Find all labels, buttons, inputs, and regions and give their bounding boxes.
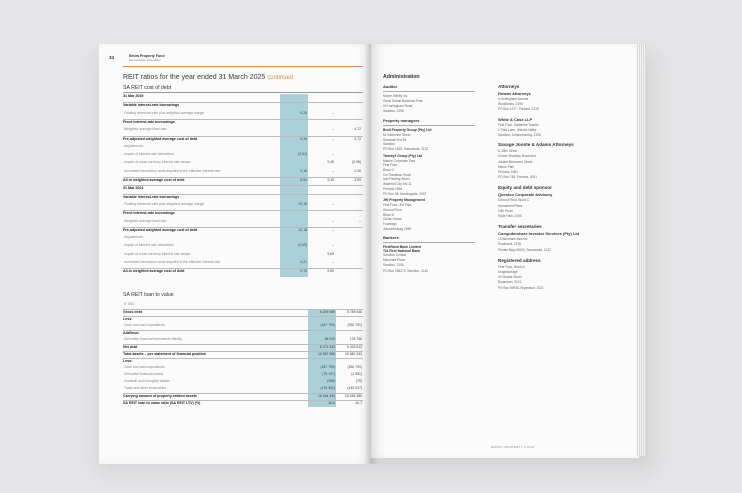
cost-of-debt-cell: 0,26 (354, 168, 361, 173)
ltv-row-label: SA REIT loan to value ratio (SA REIT LTV) (%) (123, 401, 201, 405)
savage-jooste-name: Savage Jooste & Adams Attorneys (498, 142, 574, 148)
bank-name-line: T/A First National Bank (383, 248, 421, 253)
cost-of-debt-row (123, 169, 363, 173)
attorney-address-line: First Floor, Katherine Towers (498, 122, 539, 127)
cost-of-debt-row-label: Impact of interest rate derivatives (124, 152, 174, 157)
property-manager-address-line: Pretoria 2066 (383, 186, 403, 191)
contacts-column (498, 84, 633, 291)
administration-column (383, 74, 493, 274)
ltv-row-label: Cash and cash equivalents (124, 323, 165, 327)
ltv-row (123, 365, 363, 369)
ltv-row-label: Total assets – per statement of financial position (123, 352, 207, 356)
cost-of-debt-row (123, 111, 363, 115)
equity-sponsor-name: Questco Corporate Advisory (498, 192, 553, 198)
ltv-cell: (487 799) (320, 323, 335, 327)
transfer-secretaries-address (498, 237, 633, 253)
property-managers-heading: Property managers (383, 118, 420, 124)
cost-of-debt-row-label: 31 Mar 2024 (123, 186, 144, 191)
cost-of-debt-cell: – (332, 152, 334, 157)
cost-of-debt-row-label: Variable interest-rate borrowings (123, 103, 180, 108)
ltv-row (123, 372, 363, 376)
cost-of-debt-row-label: Weighted average fixed rate (124, 218, 167, 223)
savage-jooste-address-line: Justice Mohamed Street (498, 159, 533, 164)
cost-of-debt-row (123, 268, 363, 272)
ltv-heading-text: SA REIT loan to value (123, 292, 174, 298)
cost-of-debt-row (123, 235, 363, 239)
cost-of-debt-cell: 9,45 (327, 160, 334, 165)
cost-of-debt-row-label: Floating reference rate plus weighted average margin (124, 110, 205, 115)
cost-of-debt-cell: 10,18 (298, 227, 307, 232)
property-managers-list (383, 128, 493, 232)
ltv-cell: (79) (355, 379, 362, 383)
cost-of-debt-row (123, 219, 363, 223)
cost-of-debt-cell: 9,26 (300, 110, 307, 115)
ltv-row-label: Less: (123, 317, 133, 321)
ltv-row (123, 302, 363, 306)
property-manager-address-line: PO Box 98, Morningside, 2057 (383, 191, 427, 196)
savage-jooste-address (498, 149, 633, 180)
registered-address-line: PO Box 69946, Bryanston, 2021 (498, 285, 544, 290)
cost-of-debt-cell: – (359, 218, 361, 223)
cost-of-debt-row-label: Adjustments: (124, 143, 144, 148)
property-manager-address-line: Cnr Sandown Road (383, 172, 411, 177)
cost-of-debt-row-label: Adjustments: (124, 235, 144, 240)
cost-of-debt-cell: 0,18 (300, 168, 307, 173)
cost-of-debt-row (123, 252, 363, 256)
property-manager-address-line: Waterfall City Ext 11 (383, 182, 412, 187)
ltv-cell: 15 680 333 (345, 352, 362, 356)
ltv-row-label: Gross debt (123, 310, 142, 314)
cost-of-debt-row (123, 127, 363, 131)
property-manager-address-line: Cedar House (383, 217, 402, 222)
attorneys-list (498, 91, 633, 138)
savage-jooste-address-line: PO Box 745, Pretoria, 0001 (498, 175, 537, 180)
cost-of-debt-cell: – (332, 127, 334, 132)
cost-of-debt-row-label: Weighted average fixed rate (124, 127, 167, 132)
ltv-cell: (129 351) (320, 386, 335, 390)
cost-of-debt-cell: 10,18 (298, 201, 307, 206)
administration-heading: Administration (383, 74, 420, 80)
cost-of-debt-cell: 4,72 (354, 136, 361, 141)
page-stack-edge (636, 44, 646, 456)
savage-jooste-address-line: Corner Brooklyn Road and (498, 154, 536, 159)
cost-of-debt-cell: 9,45 (327, 178, 334, 182)
attorney-address-line: Woodlands, 2196 (498, 102, 523, 107)
equity-sponsor-address-line: Hyde Park, 2196 (498, 214, 522, 219)
cost-of-debt-row (123, 202, 363, 206)
cost-of-debt-heading (123, 85, 363, 93)
cost-of-debt-row (123, 243, 363, 247)
attorneys-heading: Attorneys (498, 84, 520, 89)
ltv-cell: 5 785 646 (346, 310, 362, 314)
property-manager-address-line: First Floor (383, 163, 398, 168)
transfer-secretaries-address-line: Private Bag X9000, Saxonwold, 2132 (498, 247, 551, 252)
bank-address-line: Sandton Central (383, 252, 407, 257)
ltv-cell: (1 981) (351, 372, 362, 376)
cost-of-debt-row-label: Pre-adjusted weighted average cost of debt (123, 227, 198, 232)
cost-of-debt-cell: 0,21 (300, 260, 307, 264)
ltv-row-label: Net debt (123, 345, 138, 349)
registered-address-line: Knightsbridge (498, 270, 518, 275)
ltv-row (123, 309, 363, 313)
property-manager-address-line: Sandown Ext 54 (383, 137, 407, 142)
ltv-cell: (286) (327, 379, 335, 383)
savage-jooste-address-line: Pretoria, 0081 (498, 170, 519, 175)
ltv-row (123, 323, 363, 327)
ltv-row (123, 337, 363, 341)
registered-address-line: 33 Sloane Street (498, 275, 522, 280)
ltv-cell: (530 791) (347, 365, 362, 369)
bank-address-line: PO Box 786273, Sandton, 2146 (383, 268, 429, 273)
cost-of-debt-row-label: Amortised transaction costs imputed in the effective interest rate (124, 260, 221, 264)
cost-of-debt-cell: (0,96) (352, 160, 361, 165)
ltv-cell: 36,8 (328, 401, 335, 405)
ltv-row (123, 330, 363, 334)
ltv-row-label: Goodwill and intangible assets (124, 379, 170, 383)
running-header-subtitle: Fund portfolio information (129, 58, 161, 62)
attorney-address-line: 4 Hurlingham Avenue (498, 97, 529, 101)
ltv-cell: 178 758 (349, 337, 362, 341)
cost-of-debt-cell: (0,69) (298, 243, 307, 248)
property-manager-address-line: Ground Floor (383, 207, 402, 212)
cost-of-debt-row (123, 194, 363, 198)
property-manager-address-line: Marine Corporate Park (383, 158, 416, 163)
transfer-secretaries-address-line: Rosebank, 2196 (498, 242, 522, 247)
auditor-address-line: Moore Infinity Inc. (383, 93, 409, 98)
ltv-row (123, 393, 363, 397)
equity-sponsor-address-line: Investment Place (498, 203, 523, 208)
cost-of-debt-row-label: Impact of cross currency interest rate swaps (124, 251, 191, 256)
property-manager-address-line: and Fielding Street (383, 177, 410, 182)
equity-sponsor-address (498, 198, 633, 219)
header-rule (123, 66, 363, 67)
cost-of-debt-row-label: Pre-adjusted weighted average cost of debt (123, 136, 198, 141)
auditor-address-line: Sandton, 2196 (383, 109, 404, 114)
cost-of-debt-row (123, 136, 363, 140)
ltv-row (123, 400, 363, 404)
attorney-name: White & Case LLP (498, 116, 533, 122)
page-footer: EMIRA PROPERTY FUND (491, 445, 535, 449)
ltv-cell: 16 264 453 (318, 394, 335, 398)
cost-of-debt-row-label: Fixed interest-rate borrowings (123, 119, 175, 124)
bankers-heading: Bankers (383, 235, 399, 241)
property-manager-address-line: Fourways (383, 222, 397, 227)
cost-of-debt-cell: – (332, 110, 334, 115)
left-page (99, 44, 371, 464)
cost-of-debt-cell: – (332, 136, 334, 141)
cost-of-debt-cell: 3,99 (354, 178, 361, 182)
property-manager-name: Broll Property Group (Pty) Ltd (383, 127, 432, 132)
cost-of-debt-row (123, 94, 363, 98)
property-manager-address-line: Johannesburg 2055 (383, 226, 412, 231)
bankers-address (383, 245, 493, 274)
cost-of-debt-row (123, 152, 363, 156)
ltv-row (123, 379, 363, 383)
attorney-address-line: Sandton, Johannesburg, 2196 (498, 133, 541, 138)
property-manager-address-line: Sandton (383, 142, 395, 147)
auditor-heading: Auditor (383, 84, 398, 89)
cost-of-debt-row-label: Fixed interest-rate borrowings (123, 211, 175, 216)
auditor-address-line: Great Ocean Business Park (383, 98, 423, 103)
savage-jooste-address-line: 5, 38th Street (498, 149, 518, 154)
ltv-row (123, 386, 363, 390)
ltv-heading (123, 292, 363, 298)
equity-sponsor-address-line: 10th Road (498, 208, 513, 213)
ltv-cell: (487 799) (320, 365, 335, 369)
registered-address-line: Bryanston, 2191 (498, 280, 522, 285)
cost-of-debt-row-label: All-in weighted average cost of debt (123, 178, 185, 182)
cost-of-debt-cell: (0,51) (298, 152, 307, 157)
equity-sponsor-address-line: Ground Floor, Block C (498, 198, 530, 203)
cost-of-debt-heading-text: SA REIT cost of debt (123, 85, 172, 91)
ltv-cell: (75 197) (322, 372, 335, 376)
cost-of-debt-row (123, 227, 363, 231)
cost-of-debt-row (123, 144, 363, 148)
registered-address-lines (498, 265, 633, 291)
attorney-address-line: 1 Park Lane, Wierda Valley (498, 127, 537, 132)
property-manager-address-line: 61 Katherine Street (383, 132, 411, 137)
ltv-cell: (530 791) (347, 323, 362, 327)
cost-of-debt-cell: 9,70 (300, 269, 307, 274)
transfer-secretaries-name: Computershare Investor Services (Pty) Ltd (498, 231, 580, 237)
property-manager-address-line: Block C (383, 168, 394, 173)
cost-of-debt-row-label: Amortised transaction costs imputed in the effective interest rate (124, 168, 221, 173)
ltv-row-label: Derivative financial instruments liability (124, 337, 183, 341)
cost-of-debt-row (123, 177, 363, 181)
cost-of-debt-row-label: Impact of cross currency interest rate swaps (124, 160, 191, 165)
ltv-row (123, 344, 363, 348)
ltv-row (123, 316, 363, 320)
bank-name-line: FirstRand Bank Limited (383, 244, 422, 249)
bank-address-line: Merchant Place (383, 258, 406, 263)
ltv-cell: 16 957 086 (318, 352, 335, 356)
ltv-row (123, 358, 363, 362)
ltv-row-label: Less: (123, 359, 133, 363)
ltv-row-label: Carrying amount of property-related assets (123, 394, 197, 398)
cost-of-debt-cell: 4,72 (354, 127, 361, 132)
ltv-row-label: R '000 (124, 302, 134, 306)
cost-of-debt-cell: 9,69 (327, 269, 334, 274)
property-manager-name: JHI Property Management (383, 198, 425, 203)
ltv-row-label: Derivative financial assets (124, 372, 164, 376)
ltv-cell: 40,7 (355, 401, 362, 405)
running-header-title: Emira Property Fund (129, 54, 165, 58)
cost-of-debt-row-label: Variable interest-rate borrowings (123, 194, 180, 199)
ltv-cell: 15 048 486 (345, 394, 362, 398)
registered-address-line: First Floor, Block A (498, 264, 525, 269)
cost-of-debt-row (123, 119, 363, 123)
property-manager-address-line: Block D (383, 212, 394, 217)
page-title-text: REIT ratios for the year ended 31 March 2025 (123, 74, 266, 81)
ltv-cell: 5 433 613 (346, 345, 362, 349)
ltv-row (123, 351, 363, 355)
cost-of-debt-row (123, 260, 363, 264)
cost-of-debt-row (123, 160, 363, 164)
right-page (371, 44, 639, 458)
property-manager-address-line: PO Box 1455, Saxonwold, 2132 (383, 146, 429, 151)
ltv-row-label: Cash and cash equivalents (124, 365, 165, 369)
ltv-cell: 6 071 330 (319, 345, 335, 349)
cost-of-debt-cell: – (332, 201, 334, 206)
cost-of-debt-cell: – (332, 260, 334, 264)
savage-jooste-address-line: Menlo Park (498, 164, 515, 169)
ltv-cell: 6 209 089 (319, 310, 335, 314)
equity-sponsor-heading: Equity and debt sponsor (498, 185, 552, 191)
cost-of-debt-cell: – (332, 243, 334, 248)
cost-of-debt-cell: 9,26 (300, 136, 307, 141)
cost-of-debt-row-label: All-in weighted average cost of debt (123, 269, 185, 274)
cost-of-debt-row (123, 185, 363, 189)
cost-of-debt-cell: 9,69 (327, 251, 334, 256)
ltv-cell: (149 007) (347, 386, 362, 390)
transfer-secretaries-address-line: 15 Biermann Avenue (498, 237, 528, 242)
auditor-address (383, 94, 493, 115)
cost-of-debt-cell: – (332, 218, 334, 223)
auditor-address-line: 24 Hurlingham Road (383, 103, 413, 108)
ltv-row-label: Add/less: (123, 331, 140, 335)
cost-of-debt-row-label: Impact of interest rate derivatives (124, 243, 174, 248)
registered-address-heading: Registered address (498, 257, 541, 263)
property-manager-address-line: First Floor, JHI Park (383, 203, 412, 208)
transfer-secretaries-heading: Transfer secretaries (498, 224, 542, 230)
page-number: 34 (109, 55, 115, 60)
page-title (123, 74, 293, 81)
attorney-address-line: PO Box 1977, Pretoria, 2128 (498, 107, 539, 112)
cost-of-debt-row-label: Floating reference rate plus weighted average margin (124, 201, 205, 206)
cost-of-debt-cell: – (332, 227, 334, 232)
ltv-cell: 68 040 (324, 337, 335, 341)
cost-of-debt-row (123, 102, 363, 106)
cost-of-debt-row-label: 31 Mar 2025 (123, 94, 144, 98)
page-title-continued: continued (267, 75, 294, 81)
ltv-row-label: Trade and other receivables (124, 386, 167, 390)
bank-address-line: Sandton, 2196 (383, 263, 404, 268)
cost-of-debt-row (123, 210, 363, 214)
cost-of-debt-cell: – (332, 168, 334, 173)
cost-of-debt-cell: 8,93 (300, 178, 307, 182)
attorney-name: Rowan Attorneys (498, 91, 531, 96)
property-manager-name: Twenty3 Group (Pty) Ltd (383, 153, 423, 158)
